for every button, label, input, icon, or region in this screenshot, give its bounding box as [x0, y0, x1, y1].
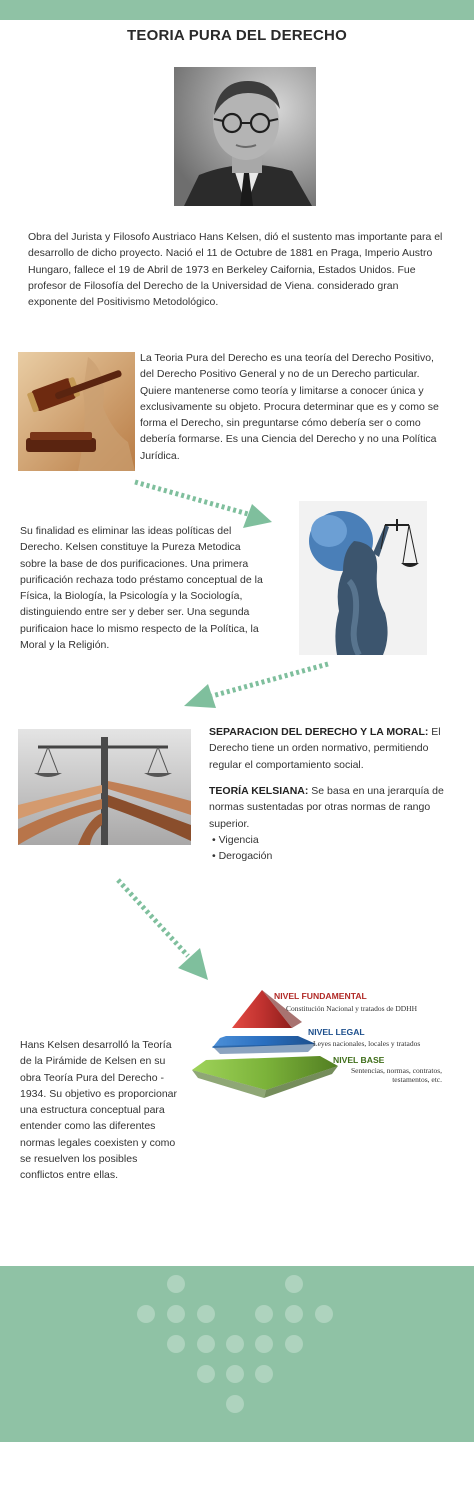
- decorative-dot: [226, 1335, 244, 1353]
- decorative-dot: [315, 1305, 333, 1323]
- pyramid-label-legal: NIVEL LEGAL: [308, 1027, 365, 1037]
- dotted-arrow-3: [112, 874, 212, 984]
- kelsiana-bullet-list: [212, 832, 412, 865]
- decorative-dot: [137, 1305, 155, 1323]
- decorative-dot: [197, 1365, 215, 1383]
- separation-paragraph: [209, 724, 449, 773]
- gavel-image: [18, 352, 135, 471]
- bio-paragraph: Obra del Jurista y Filosofo Austriaco Hans Kelsen, dió el sustento mas importante para el desarrollo de dicho proyecto. Nació el 11 de Octubre de 1881 en Praga, Imperio Austro Hungaro, fallece el 19 de Abril de 1973 en Berkeley Caifornia, Estados Unidos. Fue profesor de Filosofía del Derecho de la Universidad de Viena. considerado gran exponente del Positivismo Metodológico.: [28, 231, 443, 309]
- dotted-arrow-2: [178, 658, 333, 712]
- bullet-item-derogacion: • Derogación: [212, 850, 273, 863]
- kelsiana-title: TEORÍA KELSIANA:: [209, 785, 309, 797]
- decorative-dot: [197, 1335, 215, 1353]
- section2-paragraph: Su finalidad es eliminar las ideas políticas del Derecho. Kelsen constituye la Pureza Metodica sobre la base de dos purificaciones. Una primera purificación rechaza todo préstamo conceptual de la Física, la Biología, la Psicología y la Sociología, distinguiendo entre ser y deber ser. Una segunda purificaion hace lo mismo respecto de la Política, la Moral y la Religión.: [20, 525, 263, 652]
- kelsiana-text: Se basa en una jerarquía de normas sustentadas por otras normas de rango superior.: [209, 785, 444, 830]
- decorative-dot: [167, 1275, 185, 1293]
- pyramid-label-base: NIVEL BASE: [333, 1055, 385, 1065]
- decorative-dot: [226, 1395, 244, 1413]
- pyramid-sub-legal: Leyes nacionales, locales y tratados: [313, 1039, 421, 1048]
- kelsiana-paragraph: [209, 783, 449, 832]
- decorative-dot: [285, 1275, 303, 1293]
- decorative-dot: [255, 1335, 273, 1353]
- page-title: TEORIA PURA DEL DERECHO: [127, 27, 347, 44]
- bullet-item-vigencia: • Vigencia: [212, 834, 259, 846]
- decorative-dot: [255, 1305, 273, 1323]
- bottom-accent-band: [0, 1266, 474, 1442]
- section1-paragraph: La Teoria Pura del Derecho es una teoría del Derecho Positivo, del Derecho Positivo General y no de un Derecho particular. Quiere mantenerse como teoría y limitarse a conocer única y exclusivamente su objeto. Procura determinar que es y como se forma el Derecho, sin preguntarse cómo debería ser o como debería formarse. Es una Ciencia del Derecho y no una Política Jurídica.: [140, 352, 439, 462]
- decorative-dot: [197, 1305, 215, 1323]
- pyramid-label-fundamental: NIVEL FUNDAMENTAL: [274, 991, 367, 1001]
- section4-paragraph: Hans Kelsen desarrolló la Teoría de la Pirámide de Kelsen en su obra Teoría Pura del Derecho - 1934. Su objetivo es proporcionar una estructura conceptual para entender como las diferentes normas legales coexisten y como se resuelven los posibles conflictos entre ellas.: [20, 1039, 178, 1182]
- decorative-dot: [167, 1335, 185, 1353]
- kelsen-portrait: [174, 67, 316, 206]
- pyramid-level-base: [192, 1056, 338, 1090]
- separation-title: SEPARACION DEL DERECHO Y LA MORAL:: [209, 726, 429, 738]
- separation-text: El Derecho tiene un orden normativo, permitiendo regular el comportamiento social.: [209, 726, 441, 771]
- pyramid-sub-base: Sentencias, normas, contratos, testamentos, etc.: [350, 1066, 442, 1084]
- decorative-dot: [255, 1365, 273, 1383]
- decorative-dot: [226, 1365, 244, 1383]
- top-accent-bar: [0, 0, 474, 20]
- decorative-dot: [167, 1305, 185, 1323]
- hands-scales-image: [18, 729, 191, 845]
- pyramid-sub-fundamental: Constitución Nacional y tratados de DDHH: [286, 1004, 418, 1013]
- justice-collage-image: [299, 501, 427, 655]
- decorative-dot: [285, 1305, 303, 1323]
- decorative-dot: [285, 1335, 303, 1353]
